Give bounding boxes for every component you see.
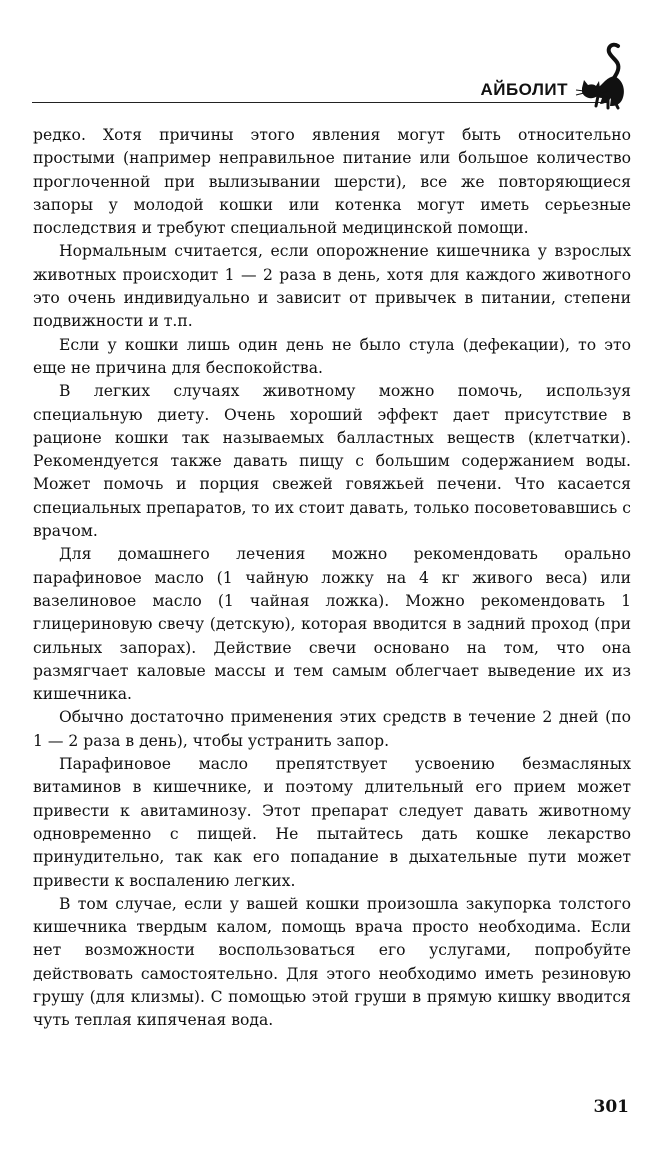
paragraph: Для домашнего лечения можно рекомендовать орально парафиновое масло (1 чайную ложку на 4 кг живого веса) или вазелиновое масло (1 чайная ложка). Можно рекомендовать 1 глицериновую свечу (детскую), которая вводится в задний проход (при сильных запорах). Действие свечи основано на том, что она размягчает каловые массы и тем самым облегчает выведение их из кишечника. (33, 545, 631, 704)
page-header (32, 40, 630, 112)
paragraph: Нормальным считается, если опорожнение кишечника у взрослых животных происходит 1 — 2 раза в день, хотя для каждого животного это очень индивидуально и зависит от привычек в питании, степени подвижности и т.п. (33, 242, 631, 331)
paragraph: Парафиновое масло препятствует усвоению безмасляных витаминов в кишечнике, и поэтому длительный его прием может привести к авитаминозу. Этот препарат следует давать животному одновременно с пищей. Не пытайтесь дать кошке лекарство принудительно, так как его попадание в дыхательные пути может привести к воспалению легких. (33, 755, 631, 890)
page-number: 301 (593, 1097, 629, 1117)
black-cat-icon (574, 40, 630, 110)
paragraph: редко. Хотя причины этого явления могут быть относительно простыми (например неправильное питание или большое количество проглоченной при вылизывании шерсти), все же повторяющиеся запоры у молодой кошки или котенка могут иметь серьезные последствия и требуют специальной медицинской помощи. (33, 126, 631, 238)
paragraph: В легких случаях животному можно помочь, используя специальную диету. Очень хороший эффект дает присутствие в рационе кошки так называемых балластных веществ (клетчатки). Рекомендуется также давать пищу с большим содержанием воды. Может помочь и порция свежей говяжьей печени. Что касается специальных препаратов, то их стоит давать, только посоветовавшись с врачом. (33, 382, 631, 541)
header-rule (32, 102, 608, 103)
paragraph: В том случае, если у вашей кошки произошла закупорка толстого кишечника твердым калом, помощь врача просто необходима. Если нет возможности воспользоваться его услугами, попробуйте действовать самостоятельно. Для этого необходимо иметь резиновую грушу (для клизмы). С помощью этой груши в прямую кишку вводится чуть теплая кипяченая вода. (33, 894, 631, 1030)
body-text (33, 124, 631, 1033)
paragraph: Если у кошки лишь один день не было стула (дефекации), то это еще не причина для беспокойства. (33, 335, 631, 377)
paragraph: Обычно достаточно применения этих средств в течение 2 дней (по 1 — 2 раза в день), чтобы устранить запор. (33, 708, 631, 750)
running-title: АЙБОЛИТ (480, 80, 568, 99)
